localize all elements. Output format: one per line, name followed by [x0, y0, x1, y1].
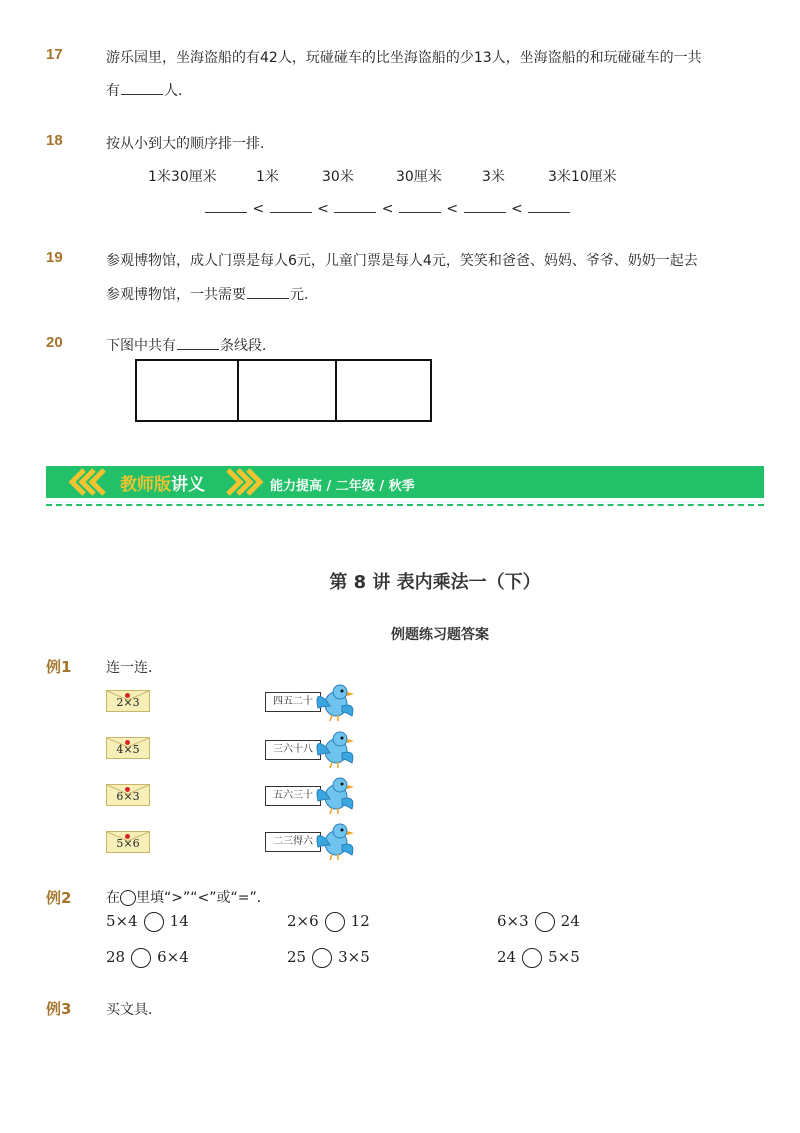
example-label: 例1	[46, 658, 72, 676]
comparison-left: 5×4	[106, 912, 138, 930]
lesson-subtitle: 例题练习题答案	[391, 627, 489, 643]
envelope-card[interactable]	[106, 784, 150, 806]
rhyme-sign[interactable]: 二三得六	[265, 832, 321, 852]
comparison-left: 2×6	[287, 912, 319, 930]
length-item: 1米30厘米	[148, 169, 217, 185]
comparison-item	[287, 912, 370, 932]
bird-icon	[312, 821, 356, 861]
answer-blank[interactable]	[177, 337, 219, 350]
answer-circle[interactable]	[522, 948, 542, 968]
dashed-divider	[46, 504, 764, 506]
question-number: 19	[46, 249, 63, 266]
lesson-title: 第 8 讲 表内乘法一（下）	[329, 572, 541, 593]
answer-blank[interactable]	[121, 82, 163, 95]
envelope-card[interactable]	[106, 831, 150, 853]
banner-title-a: 教师版	[120, 475, 171, 495]
question-number: 20	[46, 334, 63, 351]
comparison-item	[287, 948, 370, 968]
answer-circle[interactable]	[144, 912, 164, 932]
answer-blank[interactable]	[270, 200, 312, 213]
comparison-left: 28	[106, 948, 126, 966]
answer-blank[interactable]	[334, 200, 376, 213]
text-fragment: 下图中共有	[106, 338, 176, 354]
length-item: 30米	[322, 169, 354, 185]
answer-blank[interactable]	[205, 200, 247, 213]
text-fragment: 参观博物馆，一共需要	[106, 287, 246, 303]
rhyme-sign[interactable]: 四五二十	[265, 692, 321, 712]
text-fragment: 在	[106, 890, 120, 906]
answer-blank[interactable]	[247, 286, 289, 299]
question-text-line2	[106, 284, 318, 304]
text-fragment: 人．	[164, 83, 192, 99]
example-text	[106, 887, 271, 907]
chevron-left-icon	[46, 466, 116, 498]
envelope-card[interactable]	[106, 737, 150, 759]
comparison-item	[497, 912, 580, 932]
segment-divider	[335, 359, 337, 422]
less-than-sign: <	[252, 201, 265, 217]
banner-subtitle: 能力提高 / 二年级 / 秋季	[270, 479, 415, 494]
example-label: 例2	[46, 889, 72, 907]
rhyme-sign[interactable]: 三六十八	[265, 740, 321, 760]
answer-circle[interactable]	[312, 948, 332, 968]
comparison-item	[106, 912, 189, 932]
envelope-label: 4×5	[116, 743, 140, 756]
less-than-sign: <	[511, 201, 523, 217]
bird-icon	[312, 682, 356, 722]
comparison-left: 24	[497, 948, 517, 966]
question-text: 游乐园里，坐海盗船的有42人，玩碰碰车的比坐海盗船的少13人，坐海盗船的和玩碰碰车的一共	[106, 50, 702, 66]
banner-title	[120, 470, 205, 495]
bird-icon	[312, 775, 356, 815]
less-than-sign: <	[381, 201, 394, 217]
comparison-right: 14	[169, 912, 189, 930]
comparison-right: 3×5	[338, 948, 370, 966]
ordering-blanks	[204, 200, 571, 217]
banner-title-b: 讲义	[171, 475, 205, 495]
example-text: 连一连．	[106, 660, 162, 676]
rhyme-sign[interactable]: 五六三十	[265, 786, 321, 806]
comparison-item	[497, 948, 580, 968]
length-item: 3米10厘米	[548, 169, 617, 185]
less-than-sign: <	[446, 201, 459, 217]
answer-blank[interactable]	[464, 200, 506, 213]
length-item: 30厘米	[396, 169, 442, 185]
comparison-left: 25	[287, 948, 307, 966]
answer-circle[interactable]	[325, 912, 345, 932]
question-text: 参观博物馆，成人门票是每人6元，儿童门票是每人4元，笑笑和爸爸、妈妈、爷爷、奶奶一起去	[106, 253, 698, 269]
answer-circle[interactable]	[535, 912, 555, 932]
example-text: 买文具．	[106, 1002, 162, 1018]
envelope-label: 2×3	[116, 696, 140, 709]
envelope-label: 6×3	[116, 790, 140, 803]
comparison-right: 12	[350, 912, 370, 930]
comparison-left: 6×3	[497, 912, 529, 930]
text-fragment: 有	[106, 83, 120, 99]
comparison-right: 24	[560, 912, 580, 930]
envelope-label: 5×6	[116, 837, 140, 850]
comparison-right: 5×5	[548, 948, 580, 966]
length-item: 1米	[256, 169, 279, 185]
less-than-sign: <	[317, 201, 329, 217]
chevron-right-icon	[222, 466, 266, 498]
answer-blank[interactable]	[528, 200, 570, 213]
text-fragment: 元．	[290, 287, 318, 303]
answer-blank[interactable]	[399, 200, 441, 213]
comparison-item	[106, 948, 189, 968]
bird-icon	[312, 729, 356, 769]
answer-circle[interactable]	[131, 948, 151, 968]
segment-figure	[135, 359, 432, 422]
circle-icon	[120, 890, 136, 906]
question-text-line2	[106, 80, 192, 100]
text-fragment: 条线段．	[220, 338, 276, 354]
question-text: 按从小到大的顺序排一排．	[106, 136, 274, 152]
length-item: 3米	[482, 169, 505, 185]
question-number: 18	[46, 132, 63, 149]
envelope-card[interactable]	[106, 690, 150, 712]
comparison-right: 6×4	[157, 948, 189, 966]
question-text	[106, 335, 276, 355]
text-fragment: 里填“>”“<”或“=”．	[136, 890, 271, 906]
segment-divider	[237, 359, 239, 422]
question-number: 17	[46, 46, 63, 63]
example-label: 例3	[46, 1000, 72, 1018]
